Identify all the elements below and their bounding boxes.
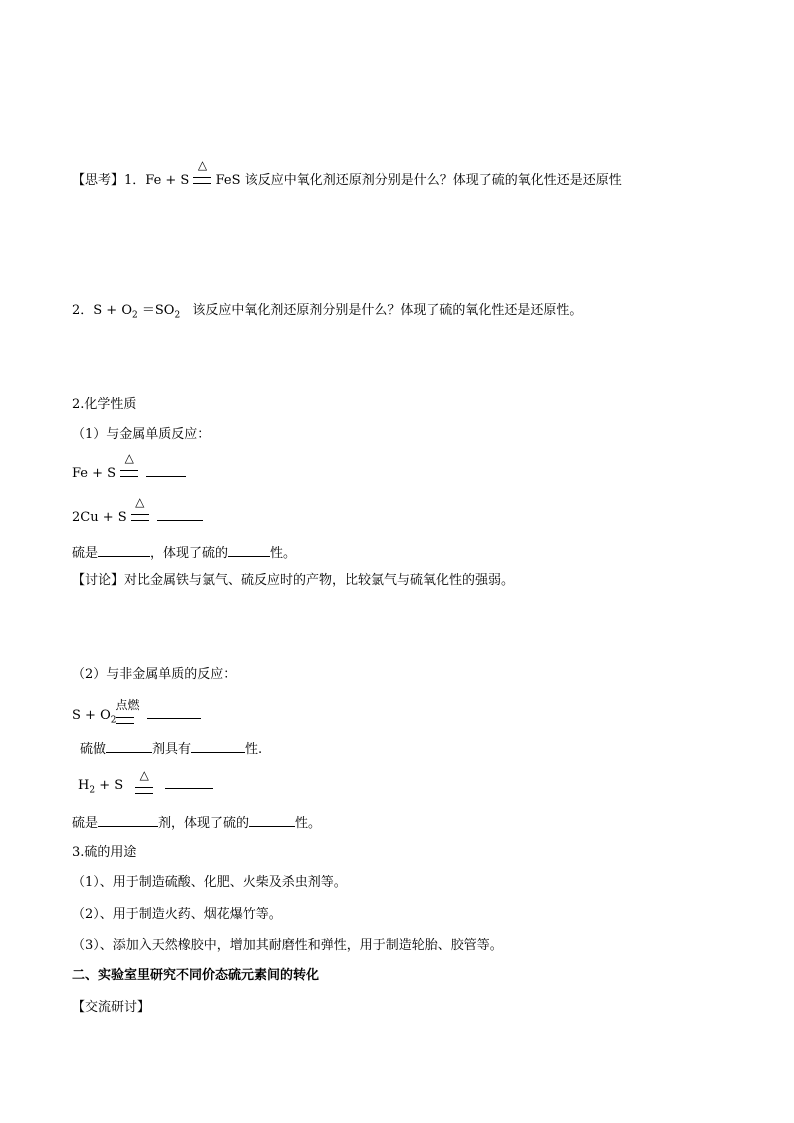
text-fragment: 硫是 [72, 816, 99, 831]
section-2-title: 二、实验室里研究不同价态硫元素间的转化 [72, 968, 320, 983]
chem-props-heading: 2.化学性质 [72, 397, 137, 412]
uses-item-2: （2）、用于制造火药、烟花爆竹等。 [72, 907, 282, 922]
text-fragment: 剂，体现了硫的 [158, 816, 250, 831]
text-fragment: 性. [245, 742, 263, 757]
sulfur-role-line-1 [72, 542, 296, 563]
q2-question-text: 该反应中氧化剂还原剂分别是什么？体现了硫的氧化性还是还原性。 [192, 303, 583, 318]
q2-middle: ＝SO [137, 303, 175, 318]
think-question-text: 该反应中氧化剂还原剂分别是什么？体现了硫的氧化性还是还原性 [244, 173, 622, 188]
heat-equals-sign [135, 767, 153, 800]
uses-heading: 3.硫的用途 [72, 845, 137, 860]
exchange-heading: 【交流研讨】 [72, 1000, 151, 1015]
answer-blank[interactable] [165, 774, 213, 789]
answer-blank[interactable] [147, 704, 201, 719]
reaction-fe-s [72, 451, 186, 483]
answer-blank[interactable] [228, 542, 270, 557]
heat-equals-sign [120, 451, 138, 483]
think-question-2 [72, 302, 582, 325]
ignite-equals-sign [115, 697, 140, 730]
rxn4-condition: △ [139, 767, 149, 782]
answer-blank[interactable] [191, 738, 245, 753]
sulfur-as-agent-line [80, 738, 262, 759]
rxn3-sub: 2 [110, 715, 117, 726]
answer-blank[interactable] [146, 462, 186, 477]
heat-equals-sign [131, 495, 149, 527]
rxn4-sub: 2 [89, 785, 96, 796]
answer-blank[interactable] [98, 542, 150, 557]
text-fragment: 性。 [295, 816, 322, 831]
sulfur-role-line-2 [72, 812, 321, 833]
heat-equals-sign [193, 158, 211, 190]
rxn1-reactants: Fe + S [72, 466, 117, 481]
rxn2-condition: △ [135, 495, 145, 509]
metal-reaction-heading: （1）与金属单质反应： [72, 427, 211, 442]
text-fragment: 剂具有 [152, 742, 192, 757]
rxn3-condition: 点燃 [115, 697, 140, 712]
q2-sub1: 2 [132, 310, 138, 321]
think-product: FeS [215, 173, 241, 188]
text-fragment: 性。 [270, 546, 297, 561]
heat-condition: △ [197, 158, 208, 172]
rxn3-reactants: S + O [72, 708, 111, 723]
nonmetal-reaction-heading: （2）与非金属单质的反应： [72, 667, 237, 682]
uses-item-3: （3）、添加入天然橡胶中，增加其耐磨性和弹性，用于制造轮胎、胶管等。 [72, 938, 503, 953]
reaction-cu-s [72, 495, 203, 527]
q2-prefix: 2．S + O [72, 303, 132, 318]
reaction-s-o2 [72, 697, 201, 730]
rxn4-reactant-h: H [78, 778, 90, 793]
think-question-1 [72, 158, 622, 190]
discussion-text: 【讨论】对比金属铁与氯气、硫反应时的产物，比较氯气与硫氧化性的强弱。 [72, 573, 515, 588]
rxn2-reactants: 2Cu + S [72, 510, 127, 525]
reaction-h2-s [78, 767, 213, 800]
think-prefix: 【思考】1．Fe + S [72, 173, 190, 188]
q2-sub2: 2 [174, 310, 181, 321]
answer-blank[interactable] [106, 738, 152, 753]
rxn4-reactant-rest: + S [95, 778, 124, 793]
text-fragment: 硫做 [80, 742, 107, 757]
answer-blank[interactable] [157, 506, 203, 521]
text-fragment: ，体现了硫的 [150, 546, 229, 561]
uses-item-1: （1）、用于制造硫酸、化肥、火柴及杀虫剂等。 [72, 875, 347, 890]
rxn1-condition: △ [124, 451, 134, 465]
answer-blank[interactable] [249, 812, 295, 827]
answer-blank[interactable] [98, 812, 158, 827]
text-fragment: 硫是 [72, 546, 99, 561]
